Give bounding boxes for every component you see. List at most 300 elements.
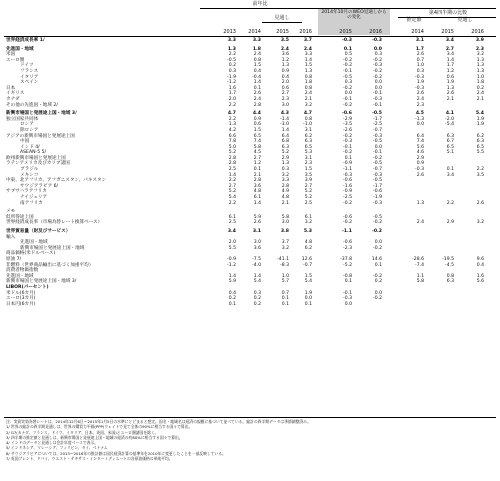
cell-value: 2.2 <box>228 116 236 122</box>
cell-value: 2.2 <box>476 167 484 173</box>
cell-value: 2.4 <box>416 220 424 226</box>
cell-value: 4.8 <box>253 189 261 195</box>
row-label: 欧州新興市場国と発展途上国 <box>6 155 66 161</box>
cell-value: -2.5 <box>343 195 352 201</box>
cell-value: 4.8 <box>281 195 289 201</box>
cell-value: 3.7 <box>303 38 312 43</box>
cell-value: 1.5 <box>253 127 261 133</box>
cell-value: 5.9 <box>228 279 236 285</box>
cell-value: -0.2 <box>373 296 382 302</box>
year-header: 2014 <box>411 29 424 35</box>
cell-value: -0.3 <box>341 38 352 43</box>
cell-value: 1.9 <box>304 290 312 296</box>
cell-value: -0.5 <box>373 178 382 184</box>
cell-value: -28.6 <box>412 256 424 262</box>
cell-value: 1.4 <box>446 57 454 63</box>
year-header: 2016 <box>369 29 382 35</box>
cell-value: 4.5 <box>253 150 261 156</box>
cell-value: -0.6 <box>343 178 352 184</box>
cell-value: -19.5 <box>442 256 454 262</box>
footnote: 4/ インドのデータと見通しは会計年度ベースで表示。 <box>6 440 99 446</box>
row-label: 低所得途上国 <box>6 214 34 220</box>
cell-value: 0.2 <box>374 279 382 285</box>
footnote: 7/ 英国ブレント、ドバイ、ウエスト・テキサス・インターミディエートの各原油価格の単純平均。 <box>6 456 173 462</box>
cell-value: 5.4 <box>475 111 484 117</box>
header-group-diff: 2014年10月のWEO見通しからの変化 <box>321 10 387 21</box>
row-label: 除ロシア <box>20 127 39 133</box>
cell-value: 6.3 <box>446 133 454 139</box>
cell-value: 0.1 <box>253 167 261 173</box>
cell-value: -2.5 <box>373 122 382 128</box>
cell-value: -1.9 <box>227 74 236 80</box>
year-header: 2015 <box>276 29 289 35</box>
cell-value: 5.5 <box>228 245 236 251</box>
cell-value: -0.2 <box>343 85 352 91</box>
cell-value: 2.6 <box>253 91 261 97</box>
cell-value: 4.9 <box>281 189 289 195</box>
cell-value: 2.4 <box>304 91 312 97</box>
cell-value: -2.0 <box>445 116 454 122</box>
cell-value: 9.6 <box>476 256 484 262</box>
cell-value: 6.2 <box>304 133 312 139</box>
row-label: 新興市場国と発展途上国・地域 <box>20 245 85 251</box>
cell-value: 5.3 <box>304 150 312 156</box>
cell-value: 1.4 <box>253 200 261 206</box>
cell-value: 3.6 <box>253 183 261 189</box>
cell-value: 7.4 <box>253 139 261 145</box>
row-label: カナダ <box>6 96 20 102</box>
row-label: ユーロ圏 <box>6 57 25 63</box>
cell-value: 0.1 <box>281 296 289 302</box>
cell-value: 2.0 <box>228 240 236 246</box>
row-label: 商品価格(米ドルベース) <box>6 251 56 257</box>
cell-value: 0.7 <box>281 290 289 296</box>
row-label: 世界貿易量（財及びサービス） <box>6 229 71 234</box>
year-header: 2016 <box>299 29 312 35</box>
row-label: インド 4/ <box>20 144 40 150</box>
cell-value: -2.3 <box>343 245 352 251</box>
cell-value: -7.4 <box>415 262 424 268</box>
cell-value: -1.4 <box>280 116 289 122</box>
cell-value: 0.0 <box>374 144 382 150</box>
cell-value: 0.2 <box>253 296 261 302</box>
cell-value: 4.8 <box>304 240 312 246</box>
cell-value: 3.4 <box>446 172 454 178</box>
cell-value: 0.1 <box>253 85 261 91</box>
cell-value: -0.2 <box>343 150 352 156</box>
cell-value: 5.0 <box>228 144 236 150</box>
cell-value: 0.1 <box>344 279 352 285</box>
cell-value: 3.4 <box>445 38 454 43</box>
cell-value: -0.1 <box>343 96 352 102</box>
cell-value: 3.2 <box>476 52 484 58</box>
row-label: スペイン <box>20 80 39 86</box>
cell-value: 1.0 <box>281 273 289 279</box>
row-label: 原油 7/ <box>6 256 22 262</box>
cell-value: 0.4 <box>253 68 261 74</box>
cell-value: 1.2 <box>281 57 289 63</box>
cell-value: 0.8 <box>253 57 261 63</box>
cell-value: 0.2 <box>228 296 236 302</box>
cell-value: 3.9 <box>475 38 484 43</box>
cell-value: 6.5 <box>253 133 261 139</box>
cell-value: 2.7 <box>445 46 454 52</box>
cell-value: -0.1 <box>343 68 352 74</box>
cell-value: 2.0 <box>228 96 236 102</box>
cell-value: 3.0 <box>281 102 289 108</box>
cell-value: 3.3 <box>252 38 261 43</box>
row-label: 日本 <box>6 85 16 91</box>
footnote: 3/ 四半期の推定値と見通しは、新興市場国と発展途上国・地域の経済の約80%に相当する国々で算出。 <box>6 434 183 440</box>
cell-value: 1.8 <box>252 46 261 52</box>
cell-value: 0.3 <box>281 167 289 173</box>
cell-value: 5.6 <box>416 144 424 150</box>
cell-value: -0.3 <box>371 38 382 43</box>
cell-value: -0.2 <box>343 133 352 139</box>
cell-value: -0.2 <box>343 57 352 63</box>
cell-value: 2.1 <box>476 96 484 102</box>
cell-value: 1.9 <box>476 116 484 122</box>
cell-value: -0.9 <box>227 256 236 262</box>
row-label: 先進国・地域 <box>20 240 48 246</box>
cell-value: 2.6 <box>416 172 424 178</box>
cell-value: 3.2 <box>304 102 312 108</box>
cell-value: 3.1 <box>304 155 312 161</box>
cell-value: 4.5 <box>415 111 424 117</box>
cell-value: 6.5 <box>446 144 454 150</box>
cell-value: 0.1 <box>228 301 236 307</box>
row-label: 新興市場国と発展途上国・地域 3/ <box>6 111 77 117</box>
row-label: サブサハラアフリカ <box>6 189 47 195</box>
outlook-table <box>6 38 498 307</box>
cell-value: 3.2 <box>304 220 312 226</box>
row-label: アジアの新興市場国と発展途上国 <box>6 133 75 139</box>
cell-value: 1.9 <box>416 80 424 86</box>
cell-value: 1.5 <box>304 63 312 69</box>
footnote: 5/ インドネシア、マレーシア、フィリピン、タイ、ベトナム <box>6 445 108 451</box>
cell-value: -0.3 <box>373 96 382 102</box>
cell-value: -0.3 <box>373 133 382 139</box>
row-label: 輸入 <box>6 234 16 240</box>
cell-value: 0.9 <box>281 68 289 74</box>
cell-value: 0.6 <box>446 74 454 80</box>
row-label: 米国 <box>6 52 16 58</box>
cell-value: -0.6 <box>343 214 352 220</box>
cell-value: -0.3 <box>343 172 352 178</box>
cell-value: -0.2 <box>373 245 382 251</box>
cell-value: 2.8 <box>253 178 261 184</box>
cell-value: 3.7 <box>281 240 289 246</box>
row-label: ラテンアメリカ及びカリブ諸国 <box>6 161 70 167</box>
cell-value: 0.9 <box>253 116 261 122</box>
cell-value: -0.1 <box>343 144 352 150</box>
footnote: 2/ G7(カナダ、フランス、ドイツ、イタリア、日本、英国、米国)とユーロ圏諸国を除く。 <box>6 429 159 435</box>
cell-value: 0.8 <box>304 74 312 80</box>
cell-value: 1.4 <box>228 273 236 279</box>
header-rule-top <box>200 8 496 9</box>
cell-value: -0.5 <box>373 161 382 167</box>
cell-value: 2.1 <box>281 200 289 206</box>
cell-value: 2.7 <box>281 91 289 97</box>
cell-value: 4.4 <box>252 111 261 117</box>
row-label: 中東、北アフリカ、アフガニスタン、パキスタン <box>6 178 107 184</box>
cell-value: 2.3 <box>416 102 424 108</box>
cell-value: 3.1 <box>252 229 261 234</box>
cell-value: 3.8 <box>280 229 289 234</box>
cell-value: 1.3 <box>476 63 484 69</box>
cell-value: 0.6 <box>281 85 289 91</box>
cell-value: 2.7 <box>228 183 236 189</box>
cell-value: 7.4 <box>416 139 424 145</box>
cell-value: 2.2 <box>228 178 236 184</box>
cell-value: 1.5 <box>253 63 261 69</box>
cell-value: 1.5 <box>304 167 312 173</box>
cell-value: 4.1 <box>445 111 454 117</box>
row-label: フランス <box>20 68 39 74</box>
cell-value: -0.5 <box>371 111 382 117</box>
cell-value: 2.6 <box>253 220 261 226</box>
cell-value: -0.6 <box>341 111 352 117</box>
row-label: イギリス <box>6 91 25 97</box>
cell-value: -0.2 <box>343 200 352 206</box>
cell-value: 0.3 <box>344 80 352 86</box>
cell-value: 3.4 <box>446 52 454 58</box>
cell-value: 5.9 <box>253 214 261 220</box>
cell-value: 3.0 <box>281 220 289 226</box>
cell-value: 2.8 <box>228 155 236 161</box>
cell-value: -0.1 <box>373 150 382 156</box>
row-label: メモ <box>6 209 16 215</box>
row-label: LIBOR(パーセント) <box>6 284 49 290</box>
cell-value: -0.5 <box>343 74 352 80</box>
footnote: 1/ 世界の総計の四半期見通しは、世界の購買力平価(PPP)ウェイトで見て全体の90%に相当する国々で算出。 <box>6 424 193 430</box>
row-label: ナイジェリア <box>20 195 48 201</box>
header-rule-bottom <box>4 36 496 37</box>
cell-value: 6.8 <box>281 139 289 145</box>
cell-value: 0.0 <box>373 46 382 52</box>
cell-value: 0.0 <box>374 290 382 296</box>
footnote: 注：実質実効為替レートは、2014年12月6日～2015年1月5日の水準にとどまると想定。国名・地域名は経済の規模に基づいて並べている。総計の四半期データは季節調整済み。 <box>6 419 312 424</box>
footnotes <box>6 419 496 461</box>
cell-value: 2.4 <box>416 96 424 102</box>
row-label: 先進国・地域 <box>6 273 34 279</box>
cell-value: 5.8 <box>253 144 261 150</box>
cell-value: -41.1 <box>277 256 289 262</box>
cell-value: 2.5 <box>228 167 236 173</box>
cell-value: 0.0 <box>374 80 382 86</box>
row-label: その他の先進国・地域 2/ <box>6 102 58 108</box>
footnote: 6/ サウジアラビアについては、2013～2016年の推計値は国民経済計算の基準年を2010年に変更したことを一部反映している。 <box>6 450 226 456</box>
cell-value: -3.0 <box>280 122 289 128</box>
cell-value: 1.7 <box>415 46 424 52</box>
cell-value: -0.1 <box>373 91 382 97</box>
cell-value: 4.2 <box>228 127 236 133</box>
cell-value: -0.3 <box>373 172 382 178</box>
cell-value: 2.6 <box>416 91 424 97</box>
cell-value: 6.4 <box>281 133 289 139</box>
cell-value: 2.8 <box>253 102 261 108</box>
cell-value: -0.2 <box>343 102 352 108</box>
cell-value: -0.6 <box>343 240 352 246</box>
cell-value: 2.2 <box>446 200 454 206</box>
cell-value: 0.9 <box>416 161 424 167</box>
cell-value: 2.9 <box>281 155 289 161</box>
cell-value: -0.2 <box>373 74 382 80</box>
cell-value: -1.7 <box>373 116 382 122</box>
cell-value: 5.2 <box>304 189 312 195</box>
cell-value: -1.0 <box>303 122 312 128</box>
cell-value: 5.3 <box>303 229 312 234</box>
cell-value: 5.2 <box>228 189 236 195</box>
cell-value: -0.5 <box>373 214 382 220</box>
cell-value: 0.4 <box>476 262 484 268</box>
cell-value: -0.3 <box>415 85 424 91</box>
row-label: 非燃料（世界商品輸出に基づく加重平均） <box>6 262 94 268</box>
cell-value: 5.4 <box>304 279 312 285</box>
cell-value: 2.6 <box>446 91 454 97</box>
cell-value: 5.2 <box>304 195 312 201</box>
cell-value: 0.4 <box>281 74 289 80</box>
cell-value: 1.3 <box>476 68 484 74</box>
cell-value: -2.6 <box>343 127 352 133</box>
cell-value: 6.5 <box>476 144 484 150</box>
cell-value: 2.3 <box>475 46 484 52</box>
cell-value: 1.4 <box>253 80 261 86</box>
cell-value: -0.6 <box>373 189 382 195</box>
row-label: メキシコ <box>20 172 39 178</box>
cell-value: -0.3 <box>415 167 424 173</box>
cell-value: 2.4 <box>280 46 289 52</box>
row-label: ロシア <box>20 122 34 128</box>
cell-value: 0.0 <box>344 91 352 97</box>
cell-value: 1.3 <box>228 122 236 128</box>
cell-value: 1.2 <box>446 68 454 74</box>
cell-value: 2.3 <box>281 96 289 102</box>
row-label: 消費者物価指数 <box>6 268 39 274</box>
cell-value: -0.2 <box>373 220 382 226</box>
cell-value: 1.0 <box>476 74 484 80</box>
cell-value: 0.8 <box>304 85 312 91</box>
cell-value: -4.5 <box>445 262 454 268</box>
cell-value: 1.3 <box>476 57 484 63</box>
cell-value: 6.1 <box>228 214 236 220</box>
cell-value: -0.1 <box>343 290 352 296</box>
cell-value: 5.2 <box>228 150 236 156</box>
cell-value: 2.9 <box>416 155 424 161</box>
cell-value: 0.8 <box>446 273 454 279</box>
cell-value: 3.2 <box>281 172 289 178</box>
row-label: ドイツ <box>20 63 34 69</box>
cell-value: 3.5 <box>304 172 312 178</box>
cell-value: 2.8 <box>228 161 236 167</box>
cell-value: 5.8 <box>281 214 289 220</box>
cell-value: -1.2 <box>227 80 236 86</box>
cell-value: 6.3 <box>446 279 454 285</box>
cell-value: 1.6 <box>228 85 236 91</box>
cell-value: 2.4 <box>476 91 484 97</box>
cell-value: 1.4 <box>304 57 312 63</box>
cell-value: 3.2 <box>281 245 289 251</box>
cell-value: 5.8 <box>416 279 424 285</box>
cell-value: 2.2 <box>228 200 236 206</box>
cell-value: -0.5 <box>227 57 236 63</box>
cell-value: 1.8 <box>476 80 484 86</box>
cell-value: 3.5 <box>280 38 289 43</box>
year-header: 2013 <box>223 29 236 35</box>
header-group-projections: 見通し <box>274 15 290 21</box>
cell-value: -0.2 <box>343 220 352 226</box>
cell-value: 5.2 <box>281 150 289 156</box>
cell-value: -1.3 <box>415 116 424 122</box>
cell-value: 2.1 <box>304 96 312 102</box>
cell-value: -0.3 <box>373 63 382 69</box>
cell-value: 3.6 <box>281 52 289 58</box>
cell-value: 3.9 <box>304 178 312 184</box>
cell-value: 1.6 <box>476 273 484 279</box>
cell-value: 5.4 <box>228 195 236 201</box>
cell-value: 1.3 <box>304 68 312 74</box>
cell-value: 6.2 <box>476 133 484 139</box>
cell-value: 1.0 <box>416 63 424 69</box>
cell-value: 7.8 <box>228 139 236 145</box>
cell-value: 1.9 <box>446 80 454 86</box>
cell-value: 0.7 <box>416 57 424 63</box>
cell-value: 3.1 <box>304 127 312 133</box>
cell-value: -1.7 <box>373 183 382 189</box>
cell-value: -0.3 <box>373 200 382 206</box>
cell-value: 1.4 <box>253 273 261 279</box>
cell-value: 2.6 <box>416 52 424 58</box>
year-header: 2014 <box>248 29 261 35</box>
cell-value: 3.3 <box>227 38 236 43</box>
cell-value: 6.7 <box>446 139 454 145</box>
cell-value: 5.4 <box>253 279 261 285</box>
cell-value: 3.5 <box>476 172 484 178</box>
cell-value: 0.0 <box>374 240 382 246</box>
cell-value: -0.2 <box>371 229 382 234</box>
cell-value: 4.7 <box>303 111 312 117</box>
row-label: ユーロ(3カ月) <box>6 296 36 302</box>
cell-value: -0.2 <box>373 57 382 63</box>
cell-value: -0.9 <box>343 161 352 167</box>
cell-value: 6.3 <box>304 139 312 145</box>
cell-value: 4.6 <box>416 150 424 156</box>
cell-value: 2.8 <box>281 183 289 189</box>
cell-value: 2.1 <box>253 172 261 178</box>
cell-value: 6.4 <box>416 133 424 139</box>
cell-value: 0.1 <box>446 167 454 173</box>
cell-value: -0.1 <box>373 102 382 108</box>
cell-value: 2.5 <box>304 200 312 206</box>
cell-value: -0.7 <box>303 262 312 268</box>
cell-value: 5.6 <box>476 279 484 285</box>
cell-value: -5.2 <box>343 262 352 268</box>
cell-value: 2.7 <box>304 183 312 189</box>
cell-value: 4.3 <box>280 111 289 117</box>
cell-value: 6.5 <box>304 144 312 150</box>
cell-value: 3.3 <box>304 52 312 58</box>
cell-value: -8.3 <box>280 262 289 268</box>
cell-value: -1.1 <box>341 229 352 234</box>
cell-value: -1.1 <box>343 167 352 173</box>
cell-value: 2.6 <box>476 200 484 206</box>
cell-value: 0.0 <box>304 296 312 302</box>
header-sub-projection-q4: 見通し <box>457 17 473 23</box>
header-sub-estimate: 推定値 <box>406 17 422 23</box>
cell-value: 5.5 <box>476 150 484 156</box>
row-label: 新興市場国と発展途上国・地域 3/ <box>6 279 77 285</box>
cell-value: 2.2 <box>228 52 236 58</box>
